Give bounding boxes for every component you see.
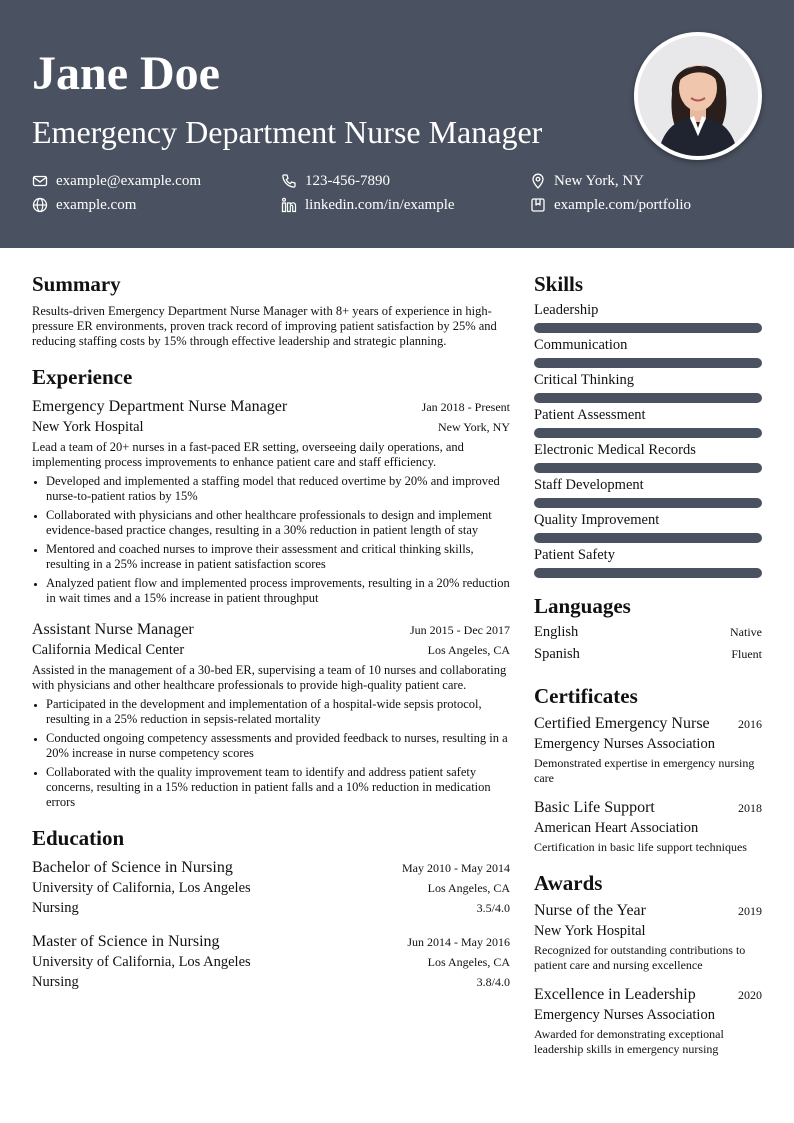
certificates-section: [534, 682, 762, 855]
skill-name: Leadership: [534, 302, 599, 318]
job-company: New York Hospital: [32, 419, 144, 435]
award-item: [534, 901, 762, 973]
language-level: Fluent: [731, 647, 762, 661]
candidate-name: Jane Doe: [32, 47, 220, 100]
education-item: [32, 858, 510, 918]
education-dates: Jun 2014 - May 2016: [407, 935, 510, 949]
skill-level-bar: [534, 428, 762, 438]
certificate-issuer: American Heart Association: [534, 820, 699, 836]
skill-name: Quality Improvement: [534, 512, 660, 528]
award-year: 2019: [738, 904, 762, 918]
skills-section: [534, 270, 762, 578]
job-title: Emergency Department Nurse Manager: [32, 114, 543, 150]
gpa: 3.8/4.0: [476, 975, 510, 989]
language-level: Native: [730, 625, 762, 639]
job-achievements: [32, 697, 510, 810]
certificate-description: Demonstrated expertise in emergency nursing care: [534, 756, 755, 785]
skill-name: Electronic Medical Records: [534, 442, 696, 458]
education-item: [32, 932, 510, 992]
skills-heading: Skills: [534, 272, 584, 296]
language-item: [534, 622, 762, 642]
skill-level-bar: [534, 533, 762, 543]
contact-email[interactable]: [32, 172, 281, 190]
profile-photo: [634, 32, 762, 160]
award-name: Nurse of the Year: [534, 902, 646, 919]
job-dates: Jun 2015 - Dec 2017: [410, 623, 510, 637]
job-description: Assisted in the management of a 30-bed ER, supervising a team of 10 nurses and collaborating with physicians and other healthcare professionals to provide high-quality patient care.: [32, 663, 507, 692]
languages-section: [534, 592, 762, 664]
achievement-item: • Developed and implemented a staffing model that reduced overtime by 20% and improved nurse-to-patient ratios by 15%: [46, 474, 510, 504]
award-year: 2020: [738, 988, 762, 1002]
education-section: [32, 824, 510, 992]
experience-heading: Experience: [32, 365, 133, 389]
achievement-item: • Collaborated with physicians and other healthcare professionals to design and implement evidence-based practice changes, resulting in a 30% reduction in patient length of stay: [46, 508, 510, 538]
skill-item: [534, 336, 762, 368]
contact-phone[interactable]: [281, 172, 530, 190]
contact-linkedin-text: linkedin.com/in/example: [305, 197, 455, 213]
profile-photo-illustration: [638, 36, 758, 156]
summary-text: Results-driven Emergency Department Nurse Manager with 8+ years of experience in high-pressure ER environments, proven track record of improving patient satisfaction by 25% and reducing staffing costs by 15% through effective leadership and strategic planning.: [32, 304, 497, 348]
skill-level-bar: [534, 323, 762, 333]
achievement-item: • Participated in the development and implementation of a hospital-wide sepsis protocol, resulting in a 25% reduction in sepsis-related mortality: [46, 697, 510, 727]
skill-item: [534, 301, 762, 333]
job-company: California Medical Center: [32, 642, 185, 658]
job-dates: Jan 2018 - Present: [421, 400, 510, 414]
certificate-item: [534, 714, 762, 786]
award-issuer: New York Hospital: [534, 923, 646, 939]
skill-level-bar: [534, 358, 762, 368]
certificates-heading: Certificates: [534, 684, 638, 708]
certificate-description: Certification in basic life support techniques: [534, 840, 747, 854]
experience-section: [32, 363, 510, 810]
certificate-item: [534, 798, 762, 855]
skill-name: Patient Safety: [534, 547, 615, 563]
experience-item: [32, 620, 510, 810]
language-item: [534, 644, 762, 664]
portfolio-icon: [530, 197, 546, 213]
degree-name: Master of Science in Nursing: [32, 933, 220, 950]
skill-item: [534, 476, 762, 508]
contact-website[interactable]: [32, 196, 281, 214]
contact-location: [530, 172, 762, 190]
phone-icon: [281, 173, 297, 189]
experience-item: [32, 397, 510, 606]
skill-item: [534, 441, 762, 473]
skill-name: Communication: [534, 337, 628, 353]
skill-level-bar: [534, 393, 762, 403]
summary-section: [32, 270, 510, 349]
awards-heading: Awards: [534, 871, 603, 895]
certificate-issuer: Emergency Nurses Association: [534, 736, 715, 752]
field-of-study: Nursing: [32, 974, 79, 990]
skill-item: [534, 371, 762, 403]
contact-list: [32, 172, 762, 214]
school-location: Los Angeles, CA: [427, 955, 510, 969]
skill-item: [534, 511, 762, 543]
job-description: Lead a team of 20+ nurses in a fast-paced ER setting, overseeing daily operations, and implementing process improvements to enhance patient care and staff efficiency.: [32, 440, 464, 469]
contact-phone-text: 123-456-7890: [305, 173, 390, 189]
skill-name: Staff Development: [534, 477, 644, 493]
gpa: 3.5/4.0: [476, 901, 510, 915]
skill-name: Critical Thinking: [534, 372, 635, 388]
awards-section: [534, 869, 762, 1057]
award-item: [534, 985, 762, 1057]
skill-name: Patient Assessment: [534, 407, 646, 423]
skill-level-bar: [534, 568, 762, 578]
field-of-study: Nursing: [32, 900, 79, 916]
mail-icon: [32, 173, 48, 189]
achievement-item: • Collaborated with the quality improvement team to identify and address patient safety concerns, resulting in a 15% reduction in patient falls and a 10% reduction in medication errors: [46, 765, 510, 810]
school-location: Los Angeles, CA: [427, 881, 510, 895]
contact-portfolio[interactable]: [530, 196, 762, 214]
sidebar-column: [534, 270, 762, 1071]
job-position: Assistant Nurse Manager: [32, 621, 194, 638]
education-dates: May 2010 - May 2014: [402, 861, 510, 875]
language-name: Spanish: [534, 646, 580, 662]
contact-email-text: example@example.com: [56, 173, 202, 189]
certificate-name: Basic Life Support: [534, 799, 655, 816]
certificate-year: 2018: [738, 801, 762, 815]
location-icon: [530, 173, 546, 189]
award-name: Excellence in Leadership: [534, 986, 696, 1003]
skill-level-bar: [534, 498, 762, 508]
achievement-item: • Mentored and coached nurses to improve their assessment and critical thinking skills, resulting in a 25% increase in patient satisfaction scores: [46, 542, 510, 572]
contact-linkedin[interactable]: [281, 196, 530, 214]
skill-level-bar: [534, 463, 762, 473]
contact-location-text: New York, NY: [554, 173, 645, 189]
job-location: New York, NY: [437, 420, 510, 434]
skill-item: [534, 406, 762, 438]
school-name: University of California, Los Angeles: [32, 880, 251, 896]
skill-item: [534, 546, 762, 578]
resume-header: [0, 0, 794, 248]
main-column: [32, 270, 510, 1006]
certificate-year: 2016: [738, 717, 762, 731]
contact-portfolio-text: example.com/portfolio: [554, 197, 692, 213]
globe-icon: [32, 197, 48, 213]
award-description: Recognized for outstanding contributions to patient care and nursing excellence: [534, 943, 746, 972]
job-location: Los Angeles, CA: [427, 643, 510, 657]
linkedin-icon: [281, 197, 297, 213]
achievement-item: • Analyzed patient flow and implemented process improvements, resulting in a 20% reduction in wait times and a 15% increase in patient throughput: [46, 576, 510, 606]
education-heading: Education: [32, 826, 125, 850]
summary-heading: Summary: [32, 272, 121, 296]
job-achievements: [32, 474, 510, 606]
certificate-name: Certified Emergency Nurse: [534, 715, 710, 732]
language-name: English: [534, 624, 579, 640]
achievement-item: • Conducted ongoing competency assessments and provided feedback to nurses, resulting in a 20% increase in nurse competency scores: [46, 731, 510, 761]
contact-website-text: example.com: [56, 197, 137, 213]
job-position: Emergency Department Nurse Manager: [32, 398, 288, 415]
school-name: University of California, Los Angeles: [32, 954, 251, 970]
degree-name: Bachelor of Science in Nursing: [32, 859, 233, 876]
languages-heading: Languages: [534, 594, 631, 618]
award-description: Awarded for demonstrating exceptional leadership skills in emergency nursing: [534, 1027, 724, 1056]
award-issuer: Emergency Nurses Association: [534, 1007, 715, 1023]
